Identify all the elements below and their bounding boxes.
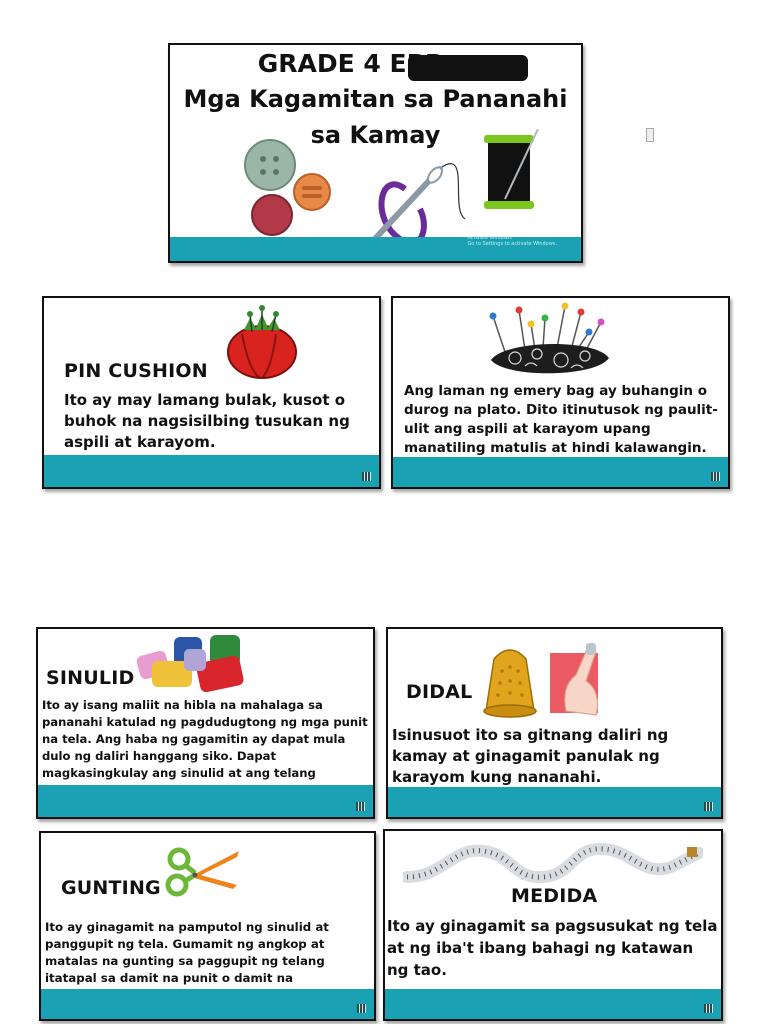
cover-title-line1: GRADE 4 EPP: [257, 49, 444, 78]
card-text: Isinusuot ito sa gitnang daliri ng kamay at ginagamit panulak ng karayom kung nananahi.: [392, 726, 669, 786]
card-title: GUNTING: [61, 877, 161, 899]
qr-mark: [362, 472, 371, 481]
card-text: Ito ay isang maliit na hibla na mahalaga sa pananahi katulad ng pagdudugtong ng mga punit na tela. Ang haba ng gagamitin ay dapat mula dulo ng daliri hanggang siko. Dapat magkasingkulay ang sinulid at ang telang: [42, 698, 368, 780]
qr-mark: [711, 472, 720, 481]
card-band: [38, 785, 373, 817]
qr-mark: [704, 1004, 713, 1013]
pin-cushion-icon: [224, 304, 300, 380]
scroll-thumb: [646, 128, 654, 142]
qr-mark: [704, 802, 713, 811]
card-band: [393, 457, 728, 487]
card-text: Ito ay ginagamit na pamputol ng sinulid at panggupit ng tela. Gumamit ng angkop at matalas na gunting sa paggupit ng telang itatapal sa damit na punit o damit na: [45, 920, 329, 985]
activation-watermark: Activate Windows Go to Settings to activate Windows.: [467, 235, 557, 247]
card-title: MEDIDA: [511, 885, 598, 907]
card-gunting: [39, 831, 376, 1021]
card-band: [385, 989, 721, 1019]
card-band: [388, 787, 721, 817]
card-title: SINULID: [46, 667, 135, 689]
card-didal: [386, 627, 723, 819]
card-band: [41, 989, 374, 1019]
card-text: Ito ay ginagamit sa pagsusukat ng tela at ng iba't ibang bahagi ng katawan ng tao.: [387, 917, 718, 979]
qr-mark: [356, 802, 365, 811]
qr-mark: [357, 1004, 366, 1013]
card-title: PIN CUSHION: [64, 360, 208, 382]
cover-title-line2: Mga Kagamitan sa Pananahi: [183, 85, 568, 113]
emery-bag-icon: [485, 302, 615, 380]
card-text: Ang laman ng emery bag ay buhangin o durog na plato. Dito itinutusok ng paulit-ulit ang aspili at karayom upang manatiling matulis at hindi kalawangin.: [404, 383, 718, 456]
card-title: DIDAL: [406, 681, 473, 703]
card-sinulid: [36, 627, 375, 819]
thread-spools-icon: [134, 631, 260, 695]
cover-slide: [168, 43, 583, 263]
card-band: [44, 455, 379, 487]
card-emery-bag: [391, 296, 730, 489]
tape-measure-icon: [403, 837, 703, 885]
card-text: Ito ay may lamang bulak, kusot o buhok na nagsisilbing tusukan ng aspili at karayom.: [64, 391, 350, 451]
cover-title-line3: sa Kamay: [310, 121, 441, 149]
thimble-icon: [476, 641, 616, 719]
card-medida: [383, 829, 723, 1021]
card-pin-cushion: [42, 296, 381, 489]
scissors-icon: [163, 845, 241, 897]
